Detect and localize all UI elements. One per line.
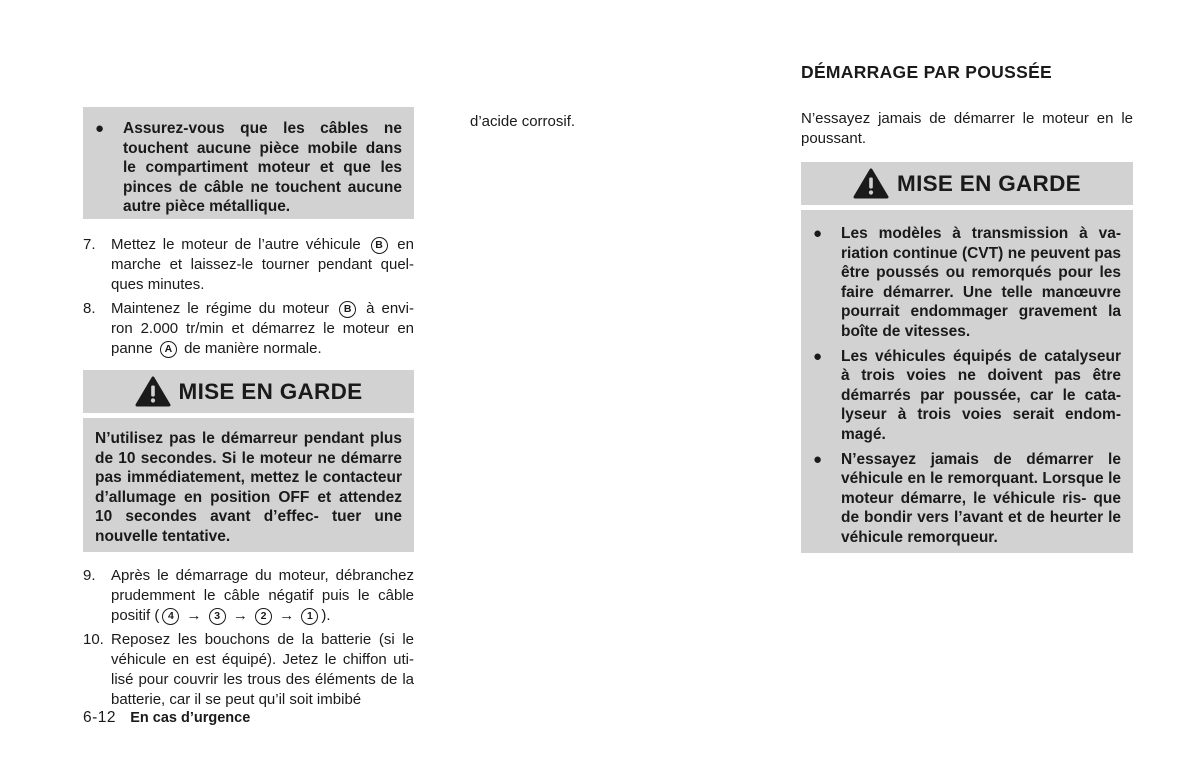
marker-a-icon: A (160, 341, 177, 358)
caution-item: ● N’essayez jamais de démarrer le véhicule en le remorquant. Lorsque le moteur démarre, le véhicule ris- que de bondir vers l’avant et de heurter le véhicule remorqueur. (813, 450, 1121, 546)
page-footer (83, 709, 250, 727)
warning-triangle-icon (135, 376, 171, 407)
marker-3-icon: 3 (209, 608, 226, 625)
step-10: 10. Reposez les bouchons de la batterie (si le véhicule en est équipé). Jetez le chiffon uti- lisé pour couvrir les trous des éléments de la batterie, car il se peut qu’il soit imbibé (83, 630, 414, 708)
bullet-icon: ● (95, 120, 105, 137)
marker-1-icon: 1 (301, 608, 318, 625)
middle-column (470, 112, 770, 132)
caution-title: MISE EN GARDE (178, 378, 363, 404)
caution-header (83, 370, 414, 413)
arrow: → (186, 606, 202, 624)
page-number: 6-12 (83, 709, 117, 726)
right-column (801, 61, 1133, 553)
step-7: 7. Mettez le moteur de l’autre véhicule B en marche et laissez-le tourner pendant quel- ques minutes. (83, 236, 414, 293)
caution-body (801, 210, 1133, 553)
warning-triangle-icon (853, 168, 889, 199)
bullet-icon: ● (813, 347, 823, 365)
bullet-icon: ● (813, 450, 823, 468)
bullet-icon: ● (813, 225, 823, 242)
marker-4-icon: 4 (162, 608, 179, 625)
section-title: En cas d’urgence (130, 710, 251, 726)
marker-b-icon: B (371, 237, 388, 254)
warning-box (83, 107, 414, 219)
arrow: → (232, 606, 248, 624)
warning-item: ● Assurez-vous que les câbles ne touchent aucune pièce mobile dans le compartiment moteur et que les pinces de câble ne touchent aucune autre pièce métallique. (95, 120, 402, 216)
marker-2-icon: 2 (255, 608, 272, 625)
intro-paragraph: N’essayez jamais de démarrer le moteur en le poussant. (801, 110, 1133, 147)
continuation-text: d’acide corrosif. (470, 113, 576, 130)
caution-item: ● Les véhicules équipés de catalyseur à trois voies ne doivent pas être démarrés par poussée, car le cata- lyseur à trois voies serait endom- magé. (813, 347, 1121, 443)
caution-body: N’utilisez pas le démarreur pendant plus de 10 secondes. Si le moteur ne démarre pas immédiatement, mettez le contacteur d’allumage en position OFF et attendez 10 secondes avant d’effec- tuer une nouvelle tentative. (83, 418, 414, 552)
caution-item: ● Les modèles à transmission à va- riation continue (CVT) ne peuvent pas être poussés ou remorqués pour les faire démarrer. Une telle manœuvre pourrait endommager gravement la boîte de vitesses. (813, 225, 1121, 340)
step-8: 8. Maintenez le régime du moteur B à envi- ron 2.000 tr/min et démarrez le moteur en panne A de manière normale. (83, 300, 414, 357)
left-column (83, 107, 414, 710)
caution-header (801, 162, 1133, 205)
step-9: 9. Après le démarrage du moteur, débranchez prudemment le câble négatif puis le câble positif ( 4 → 3 → 2 → 1 ). (83, 566, 414, 624)
marker-b-icon: B (339, 301, 356, 318)
arrow: → (279, 606, 295, 624)
section-heading: DÉMARRAGE PAR POUSSÉE (801, 62, 1053, 82)
caution-title: MISE EN GARDE (897, 170, 1081, 196)
